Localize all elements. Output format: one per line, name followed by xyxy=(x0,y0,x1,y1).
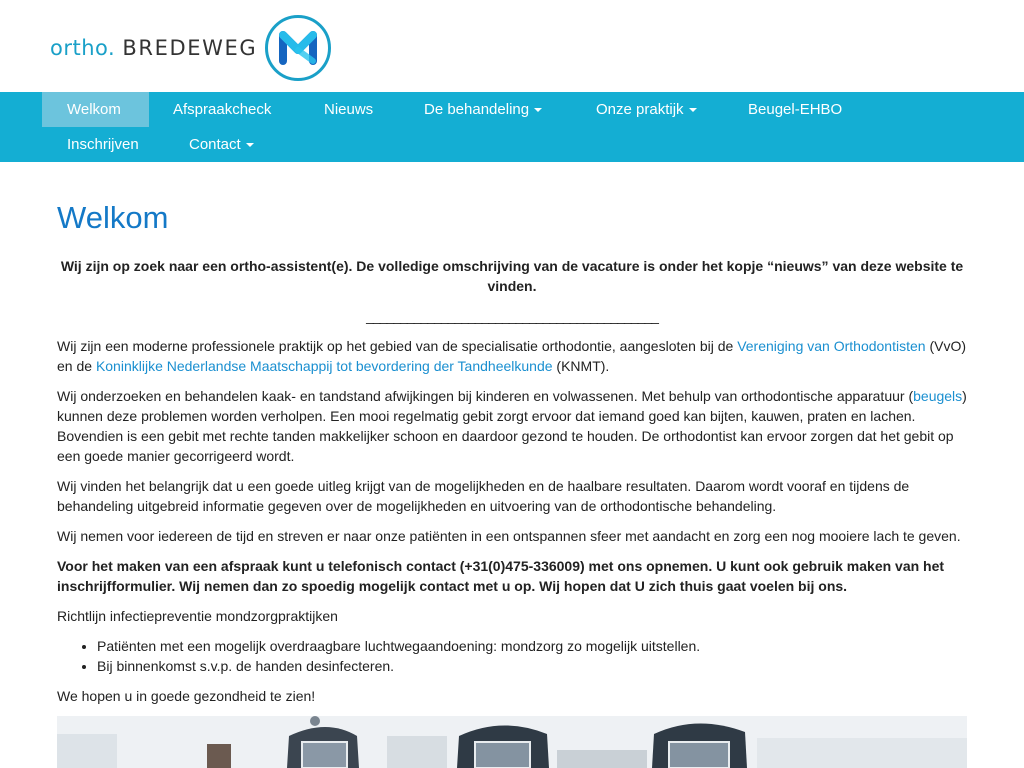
closing-paragraph: We hopen u in goede gezondheid te zien! xyxy=(57,688,316,704)
link-vvo[interactable]: Vereniging van Orthodontisten xyxy=(737,338,926,354)
nav-de-behandeling-label: De behandeling xyxy=(424,101,530,118)
nav-nieuws[interactable]: Nieuws xyxy=(324,101,374,118)
guideline-list xyxy=(57,636,967,676)
intro-paragraph xyxy=(57,336,967,376)
intro-text-start: Wij zijn een moderne professionele praktijk op het gebied van de specialisatie orthodontie, aangesloten bij de xyxy=(57,338,738,354)
list-item: • Bij binnenkomst s.v.p. de handen desinfecteren. xyxy=(97,656,967,676)
nav-onze-praktijk-label: Onze praktijk xyxy=(596,101,684,118)
caret-down-icon xyxy=(246,143,254,147)
guideline-paragraph: Richtlijn infectiepreventie mondzorgpraktijken xyxy=(57,608,338,624)
link-beugels[interactable]: beugels xyxy=(913,388,963,404)
building-illustration xyxy=(57,716,967,768)
logo-ortho: ortho. xyxy=(50,36,116,60)
logo-wordmark[interactable] xyxy=(50,36,257,60)
intro-text-end: (KNMT). xyxy=(552,358,610,374)
caret-down-icon xyxy=(689,108,697,112)
logo-brand: BREDEWEG xyxy=(122,36,258,60)
care-paragraph: Wij nemen voor iedereen de tijd en streven er naar onze patiënten in een ontspannen sfeer met aandacht en zorg een nog mooiere lach te geven. xyxy=(57,528,961,544)
main-navigation xyxy=(0,92,1024,162)
vacancy-notice: Wij zijn op zoek naar een ortho-assistent(e). De volledige omschrijving van de vacature is onder het kopje “nieuws” van deze website te vinden. xyxy=(60,258,964,294)
appointment-paragraph: Voor het maken van een afspraak kunt u telefonisch contact (+31(0)475-336009) met ons opnemen. U kunt ook gebruik maken van het inschrijfformulier. Wij nemen dan zo spoedig mogelijk contact met u op. Wij hopen dat U zich thuis gaat voelen bij ons. xyxy=(57,558,945,594)
nav-welkom[interactable]: Welkom xyxy=(42,92,149,127)
nav-contact[interactable] xyxy=(189,127,254,162)
nav-onze-praktijk[interactable] xyxy=(596,92,697,127)
nav-contact-label: Contact xyxy=(189,136,241,153)
explanation-paragraph: Wij vinden het belangrijk dat u een goede uitleg krijgt van de mogelijkheden en de haalbare resultaten. Daarom wordt vooraf en tijdens de behandeling uitgebreid informatie gegeven over de mogelijkheden en uitvoering van de orthodontische behandeling. xyxy=(57,478,910,514)
list-item: • Patiënten met een mogelijk overdraagbare luchtwegaandoening: mondzorg zo mogelijk uitstellen. xyxy=(97,636,967,656)
link-knmt[interactable]: Koninklijke Nederlandse Maatschappij tot bevordering der Tandheelkunde xyxy=(95,358,553,374)
divider-line: ___________________________________________ xyxy=(366,308,658,324)
nav-beugel-ehbo[interactable]: Beugel-EHBO xyxy=(748,101,843,118)
page-title: Welkom xyxy=(57,200,169,235)
logo-m-icon[interactable] xyxy=(264,14,332,82)
treatment-paragraph xyxy=(57,386,967,466)
treatment-text-end: ) kunnen deze problemen worden verholpen. Een mooi regelmatig gebit zorgt ervoor dat iemand goed kan bijten, kauwen, praten en lachen. Bovendien is een gebit met rechte tanden makkelijker schoon en daardoor gezond te houden. De orthodontist kan ervoor zorgen dat het gebit op een goede manier gecorrigeerd wordt. xyxy=(57,388,967,464)
treatment-text-start: Wij onderzoeken en behandelen kaak- en tandstand afwijkingen bij kinderen en volwassenen. Met behulp van orthodontische apparatuur ( xyxy=(57,388,914,404)
nav-inschrijven[interactable]: Inschrijven xyxy=(67,136,139,153)
caret-down-icon xyxy=(534,108,542,112)
site-header xyxy=(0,0,1024,92)
nav-afspraakcheck[interactable]: Afspraakcheck xyxy=(173,101,272,118)
intro-text-mid: (VvO) en de xyxy=(57,338,967,374)
nav-de-behandeling[interactable] xyxy=(424,92,542,127)
practice-building-photo xyxy=(57,716,967,768)
